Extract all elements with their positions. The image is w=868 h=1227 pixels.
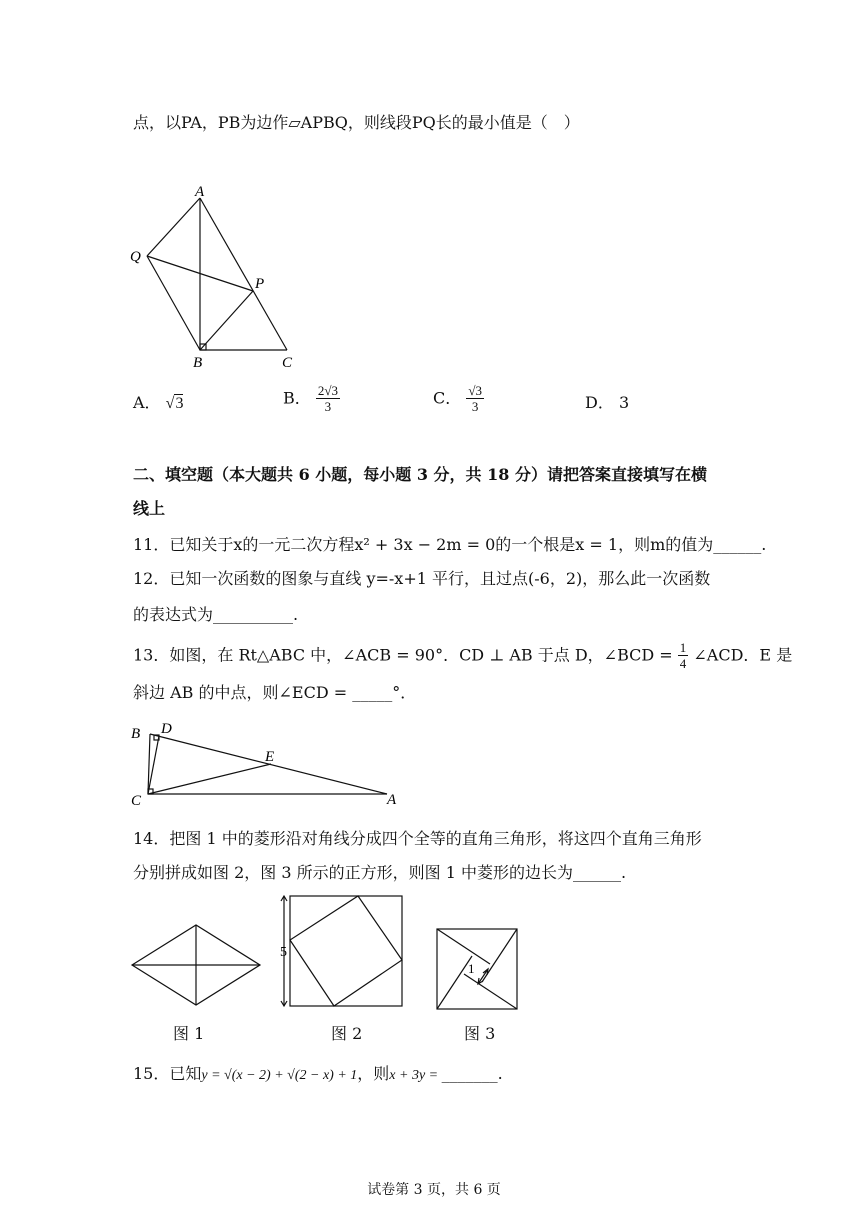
label-D: D <box>161 721 172 737</box>
option-b <box>283 383 340 414</box>
option-d-letter: D． <box>585 393 614 412</box>
option-c-den: 3 <box>471 399 479 414</box>
q15-answer-blank: _______. <box>441 1064 503 1083</box>
option-b-fraction <box>316 383 340 414</box>
question-15 <box>133 1063 503 1087</box>
label-Q: Q <box>130 249 141 265</box>
pinwheel-line-3 <box>464 974 517 1009</box>
question-14 <box>133 828 702 850</box>
figure-1-caption <box>173 1023 204 1045</box>
question-13 <box>133 640 792 671</box>
fig3-caption-text: 图 3 <box>464 1024 496 1043</box>
q14-figure-2-square <box>275 892 407 1010</box>
option-b-letter: B． <box>283 388 311 408</box>
label-P: P <box>255 276 265 292</box>
q15-expression-2: x + 3y = <box>389 1068 442 1083</box>
label-C: C <box>131 793 142 809</box>
option-c-letter: C． <box>433 388 462 408</box>
page-number-text: 试卷第 3 页，共 6 页 <box>367 1182 501 1198</box>
label-A: A <box>387 792 397 808</box>
q10-line <box>133 112 580 134</box>
line-QB <box>147 256 200 350</box>
q10-text: 点，以PA，PB为边作▱APBQ，则线段PQ长的最小值是（ ） <box>133 113 580 132</box>
pinwheel-line-4 <box>437 956 472 1009</box>
label-E: E <box>265 749 275 765</box>
q14-figure-3-square <box>432 925 522 1013</box>
q10-parallelogram-figure <box>125 180 305 375</box>
side-arrow <box>478 969 488 984</box>
option-c-num: √3 <box>468 383 482 398</box>
outer-square <box>437 929 517 1009</box>
line-BP <box>200 291 253 350</box>
label-C: C <box>282 355 293 371</box>
fig1-caption-text: 图 1 <box>173 1024 205 1043</box>
option-c-fraction <box>466 383 484 414</box>
figure-2-caption <box>331 1023 362 1045</box>
q13-frac-den: 4 <box>679 656 687 671</box>
option-a-value: 3 <box>175 395 184 412</box>
q14-line2: 分别拼成如图 2，图 3 所示的正方形，则图 1 中菱形的边长为______. <box>133 863 627 882</box>
label-A: A <box>195 184 205 200</box>
question-13-cont <box>133 682 416 704</box>
question-11 <box>133 534 766 556</box>
q13-line2: 斜边 AB 的中点，则∠ECD = _____°． <box>133 683 417 702</box>
section-2-title-line1: 二、填空题（本大题共 6 小题，每小题 3 分，共 18 分）请把答案直接填写在横 <box>133 465 707 484</box>
q15-prefix: 15．已知 <box>133 1064 202 1083</box>
label-B: B <box>193 355 203 371</box>
line-AQ <box>147 198 200 256</box>
section-2-title-line2: 线上 <box>133 499 166 518</box>
q12-line1: 12．已知一次函数的图象与直线 y=-x+1 平行，且过点(-6，2)，那么此一次函数 <box>133 569 711 588</box>
q14-figure-1-rhombus <box>128 920 268 1015</box>
dimension-label-5: 5 <box>280 945 287 960</box>
option-b-num: 2√3 <box>317 383 338 398</box>
dimension-label-1: 1 <box>468 961 475 976</box>
q13-line1-a: 13．如图，在 Rt△ABC 中，∠ACB = 90°．CD ⊥ AB 于点 D，∠BCD = <box>133 645 673 665</box>
page-footer <box>0 1179 868 1199</box>
q15-mid: ，则 <box>357 1064 390 1083</box>
q13-triangle-figure <box>125 718 415 810</box>
question-12-cont <box>133 604 298 626</box>
q13-fraction <box>678 640 689 671</box>
fig2-caption-text: 图 2 <box>331 1024 363 1043</box>
line-AC <box>200 198 287 350</box>
q14-line1: 14．把图 1 中的菱形沿对角线分成四个全等的直角三角形，将这四个直角三角形 <box>133 829 702 848</box>
question-14-cont <box>133 862 626 884</box>
inner-square <box>290 896 402 1006</box>
q15-expression: y = √(x − 2) + √(2 − x) + 1 <box>201 1068 358 1083</box>
option-a: A． √3 <box>133 393 184 412</box>
option-d-value: 3 <box>618 393 630 412</box>
q11-text: 11．已知关于x的一元二次方程x² + 3x − 2m = 0的一个根是x = 1，则m的值为______. <box>133 535 767 554</box>
outer-square <box>290 896 402 1006</box>
option-d <box>585 392 629 414</box>
figure-3-caption <box>464 1023 495 1045</box>
q13-frac-num: 1 <box>679 640 687 655</box>
option-b-den: 3 <box>324 399 332 414</box>
label-B: B <box>131 726 141 742</box>
option-c <box>433 383 484 414</box>
option-a-letter: A． <box>133 393 161 412</box>
q12-line2: 的表达式为__________. <box>133 605 299 624</box>
pinwheel-line-1 <box>437 929 490 964</box>
line-CE <box>148 764 271 794</box>
section-2-title <box>133 464 707 486</box>
section-2-title-cont <box>133 498 165 520</box>
q13-line1-b: ∠ACD．E 是 <box>693 645 793 665</box>
question-12 <box>133 568 710 590</box>
